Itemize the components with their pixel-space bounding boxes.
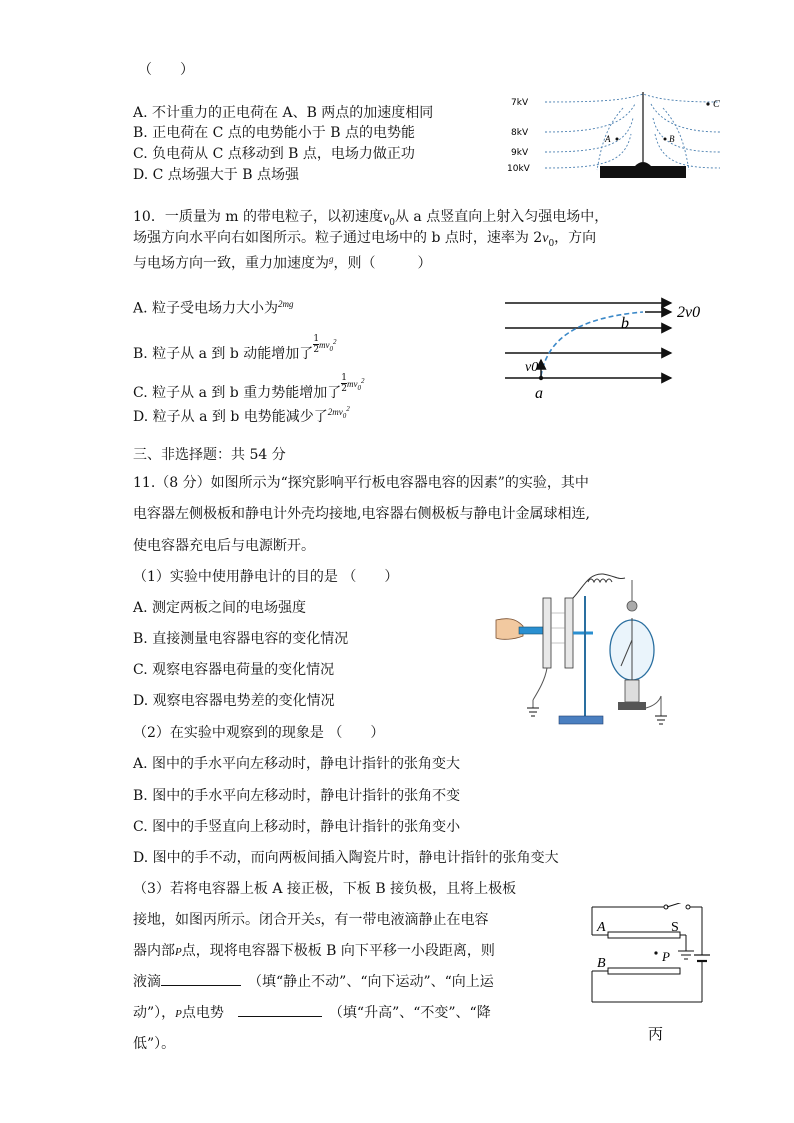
q10-option-a: A. 粒子受电场力大小为$^{2mg}$ <box>133 299 294 317</box>
label-b: b <box>621 315 629 332</box>
q9-option-b: B. 正电荷在 C 点的电势能小于 B 点的电势能 <box>133 125 415 141</box>
q11-sub1-option-c: C. 观察电容器电荷量的变化情况 <box>133 662 335 678</box>
figure-caption: 丙 <box>648 1025 664 1043</box>
q11-sub2-option-b: B. 图中的手水平向左移动时，静电计指针的张角不变 <box>133 788 461 804</box>
section3-title: 三、非选择题：共 54 分 <box>133 447 286 463</box>
answer-blank-1[interactable] <box>161 985 241 986</box>
label-point-p: P <box>662 949 670 964</box>
q10-line3: 与电场方向一致，重力加速度为$^g$，则（ ） <box>133 254 432 272</box>
label-point-c: C <box>713 99 720 110</box>
answer-blank-2[interactable] <box>238 1016 322 1017</box>
q10-electric-field-figure <box>495 290 720 405</box>
label-9kv: 9kV <box>511 148 529 158</box>
q10-option-c: C. 粒子从 a 到 b 重力势能增加了 $\frac{1}{2}$ $^{mv_0^2}$ <box>133 373 365 401</box>
q11-sub3-line2: 接地，如图丙所示。闭合开关S，有一带电液滴静止在电容 <box>133 912 489 928</box>
q11-electroscope-figure <box>493 568 678 738</box>
q11-sub2-option-a: A. 图中的手水平向左移动时，静电计指针的张角变大 <box>133 756 461 772</box>
q11-sub1-option-d: D. 观察电容器电势差的变化情况 <box>133 693 335 709</box>
q11-sub1-question: （1）实验中使用静电计的目的是 （ ） <box>133 569 399 585</box>
q11-sub2-question: （2）在实验中观察到的现象是 （ ） <box>133 725 385 741</box>
q9-option-a: A. 不计重力的正电荷在 A、B 两点的加速度相同 <box>133 105 434 121</box>
q11-sub3-line1: （3）若将电容器上板 A 接正极，下板 B 接负极，且将上极板 <box>133 881 517 897</box>
q9-equipotential-figure <box>505 88 730 183</box>
q11-sub3-line3: 器内部P点，现将电容器下极板 B 向下平移一小段距离，则 <box>133 943 495 959</box>
label-2v0: 2v0 <box>677 304 701 321</box>
label-7kv: 7kV <box>511 98 529 108</box>
label-point-a: A <box>605 134 611 144</box>
label-v0: v0 <box>525 360 539 375</box>
q11-sub3-line6: 低”）。 <box>133 1036 176 1052</box>
label-point-b: B <box>669 134 675 144</box>
q10-line2: 场强方向水平向右如图所示。粒子通过电场中的 b 点时，速率为 $2v_0$，方向 <box>133 230 597 249</box>
q11-sub1-option-a: A. 测定两板之间的电场强度 <box>133 600 307 616</box>
q10-option-d: D. 粒子从 a 到 b 电势能减少了$^{2mv_0^2}$ <box>133 405 350 425</box>
label-a: a <box>535 385 543 402</box>
q11-intro-1: 11.（8 分）如图所示为“探究影响平行板电容器电容的因素”的实验，其中 <box>133 475 589 491</box>
q11-circuit-figure <box>578 903 713 1048</box>
q9-paren: （ ） <box>138 62 194 78</box>
q9-option-d: D. C 点场强大于 B 点场强 <box>133 167 299 183</box>
q11-sub2-option-d: D. 图中的手不动，而向两板间插入陶瓷片时，静电计指针的张角变大 <box>133 850 559 866</box>
label-10kv: 10kV <box>507 164 530 174</box>
label-plate-a: A <box>597 920 606 935</box>
q11-sub1-option-b: B. 直接测量电容器电容的变化情况 <box>133 631 349 647</box>
q11-sub2-option-c: C. 图中的手竖直向上移动时，静电计指针的张角变小 <box>133 819 461 835</box>
q11-sub3-line5: 动”），P点电势 （填“升高”、“不变”、“降 <box>133 1005 491 1021</box>
q11-sub3-line4: 液滴 （填“静止不动”、“向下运动”、“向上运 <box>133 974 494 990</box>
label-8kv: 8kV <box>511 128 529 138</box>
q10-line1: 10．一质量为 m 的带电粒子，以初速度$v_0$从 a 点竖直向上射入匀强电场中， <box>133 209 609 228</box>
q11-intro-3: 使电容器充电后与电源断开。 <box>133 538 315 554</box>
q10-option-b: B. 粒子从 a 到 b 动能增加了 $\frac{1}{2}$ $^{mv_0^2}$ <box>133 334 337 362</box>
label-plate-b: B <box>597 956 606 971</box>
q11-intro-2: 电容器左侧极板和静电计外壳均接地,电容器右侧极板与静电计金属球相连, <box>133 506 590 522</box>
label-switch-s: S <box>671 920 679 935</box>
q9-option-c: C. 负电荷从 C 点移动到 B 点，电场力做正功 <box>133 146 415 162</box>
